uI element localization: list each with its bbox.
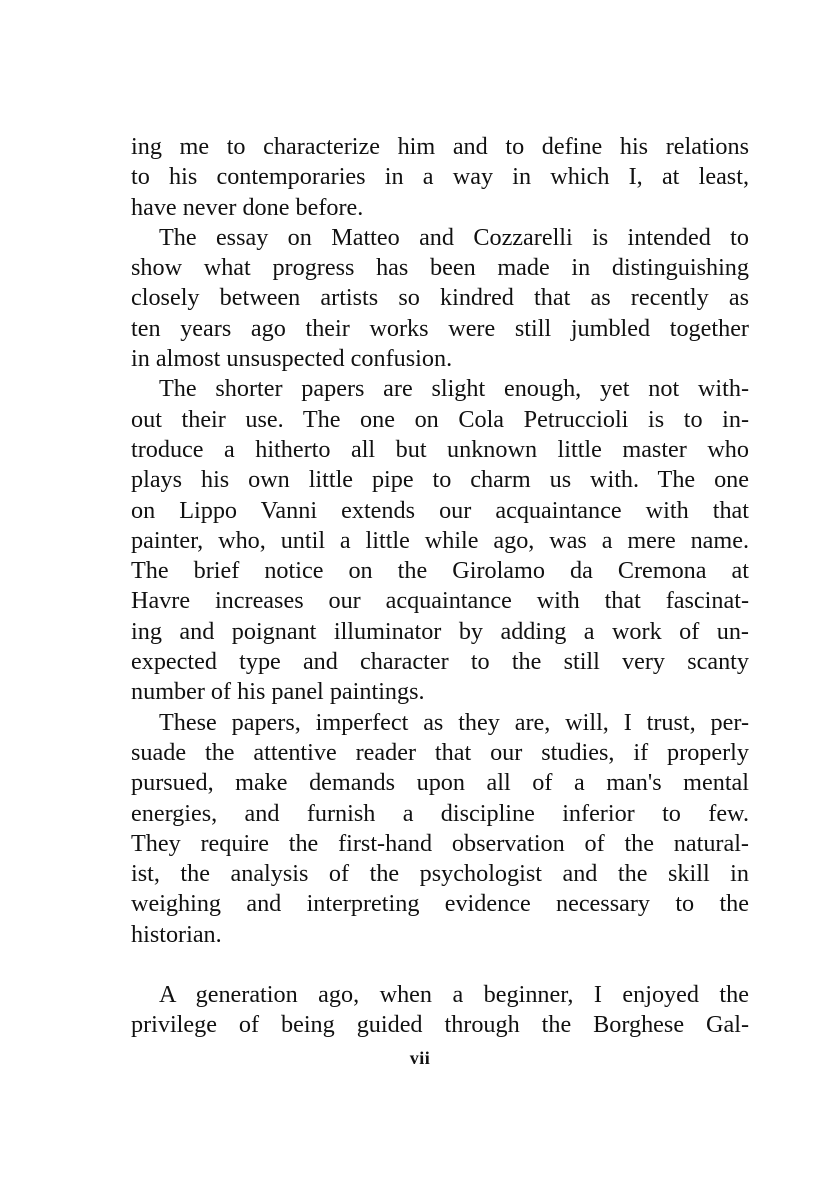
text-line: A generation ago, when a beginner, I enjoyed the [159,981,749,1009]
text-line: show what progress has been made in distinguishing [131,254,749,282]
paragraph-these-papers [131,708,749,950]
text-line: historian. [131,920,222,948]
text-line: The shorter papers are slight enough, yet not with- [159,375,749,403]
text-line: privilege of being guided through the Borghese Gal- [131,1011,749,1039]
text-line: The essay on Matteo and Cozzarelli is intended to [159,223,749,251]
text-line: in almost unsuspected confusion. [131,345,453,373]
text-line: ten years ago their works were still jumbled together [131,314,749,342]
text-line: plays his own little pipe to charm us with. The one [131,466,749,494]
paragraph-continuation [131,132,749,223]
page-number: vii [409,1048,431,1068]
text-line: Havre increases our acquaintance with that fascinat- [131,587,749,615]
text-line: These papers, imperfect as they are, will, I trust, per- [159,708,749,736]
text-line: weighing and interpreting evidence necessary to the [131,890,749,918]
text-line: expected type and character to the still very scanty [131,648,749,676]
text-line: ing and poignant illuminator by adding a work of un- [131,617,749,645]
text-line: number of his panel paintings. [131,678,425,706]
text-line: on Lippo Vanni extends our acquaintance with that [131,496,749,524]
paragraph-generation-ago [131,980,749,1041]
paragraph-shorter-papers [131,374,749,707]
page-body [131,132,749,1041]
text-line: energies, and furnish a discipline inferior to few. [131,799,749,827]
text-line: pursued, make demands upon all of a man's mental [131,769,749,797]
text-line: troduce a hitherto all but unknown little master who [131,435,749,463]
text-line: ist, the analysis of the psychologist and the skill in [131,860,749,888]
text-line: to his contemporaries in a way in which I, at least, [131,163,749,191]
text-line: out their use. The one on Cola Petruccioli is to in- [131,405,749,433]
text-line: The brief notice on the Girolamo da Cremona at [131,557,749,585]
text-line: ing me to characterize him and to define his relations [131,133,749,160]
text-line: suade the attentive reader that our studies, if properly [131,738,749,766]
text-line: They require the first-hand observation of the natural- [131,829,749,857]
paragraph-matteo-cozzarelli [131,223,749,374]
text-line: closely between artists so kindred that as recently as [131,284,749,312]
text-line: have never done before. [131,193,364,221]
text-line: painter, who, until a little while ago, was a mere name. [131,526,749,554]
section-break [131,950,749,980]
